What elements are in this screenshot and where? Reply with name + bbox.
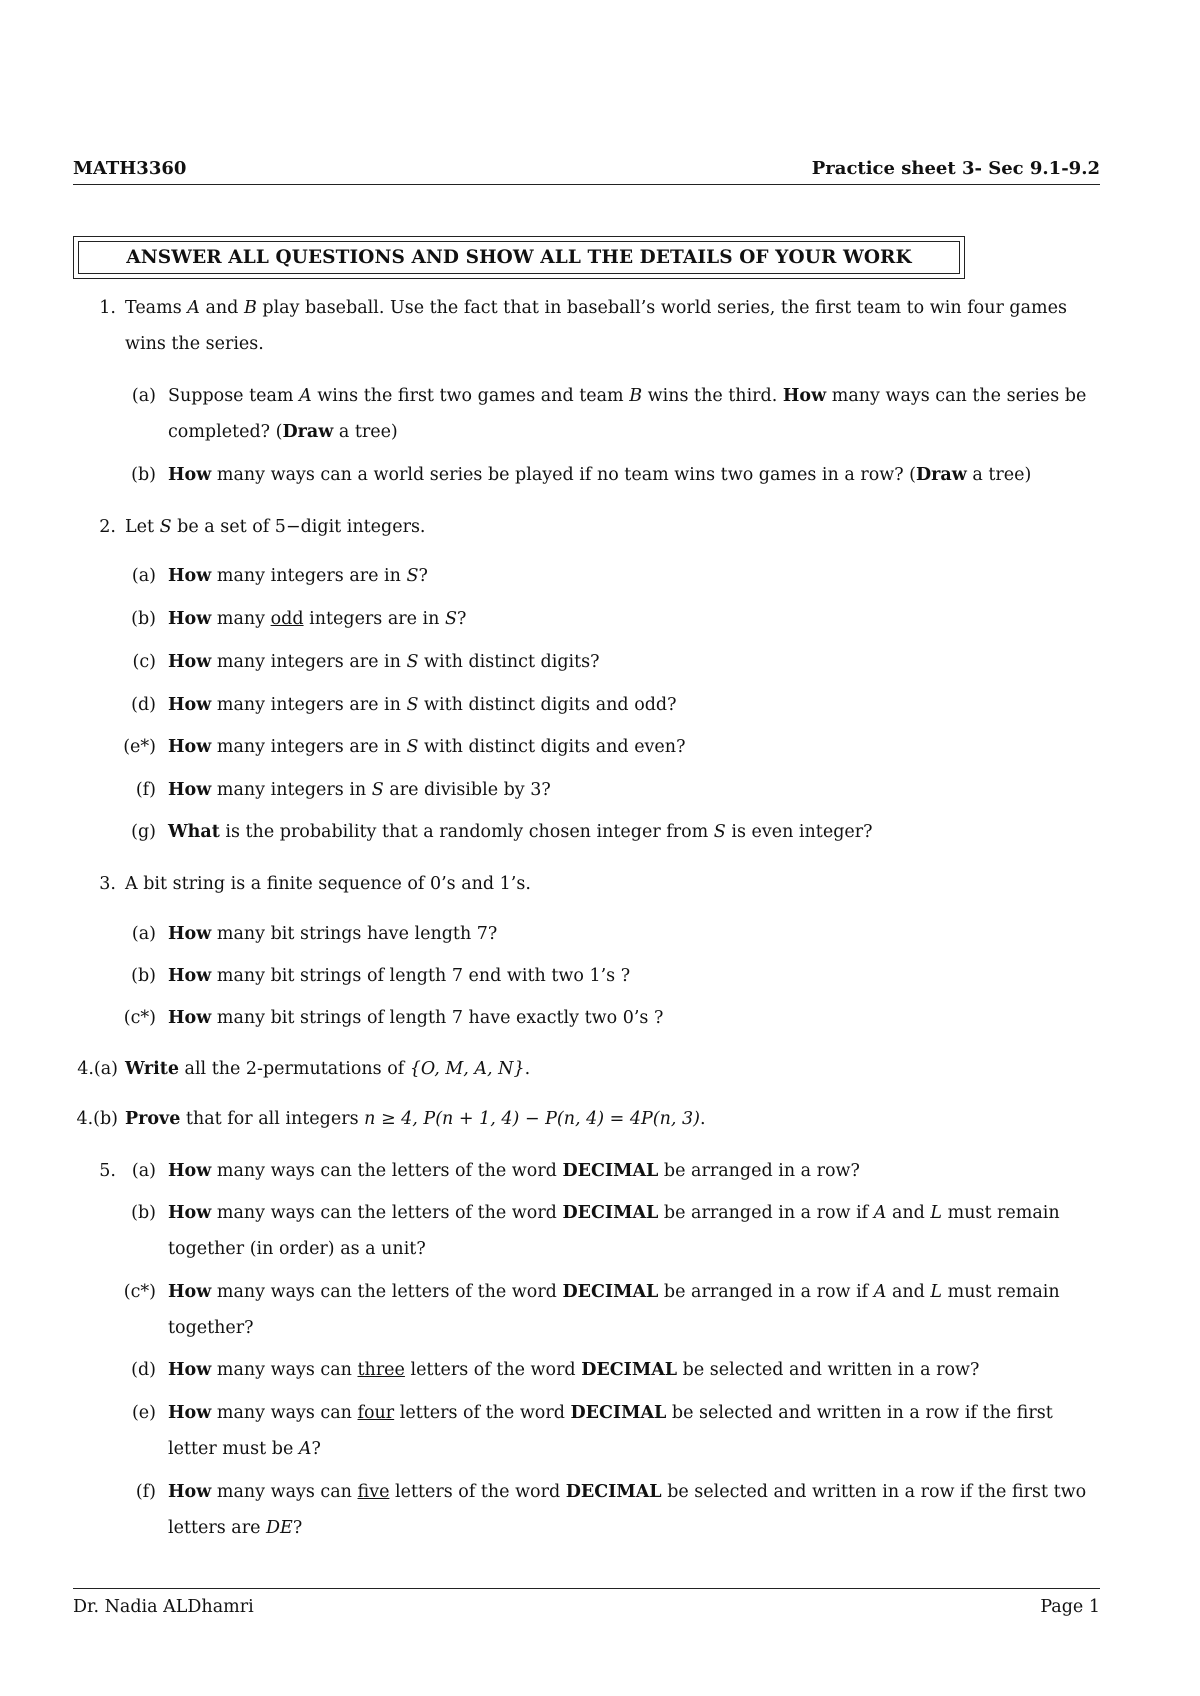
q5b-text: How many ways can the letters of the word DECIMAL be arranged in a row if A and L must remain (168, 1203, 1060, 1223)
q1a-label: (a) (131, 386, 156, 406)
q2a-label: (a) (131, 566, 156, 586)
q1-number: 1. (99, 298, 116, 318)
q2-text: Let S be a set of 5−digit integers. (125, 517, 426, 537)
q5c-text-cont: together? (168, 1318, 254, 1338)
q1a-text-cont: completed? (Draw a tree) (168, 422, 398, 442)
q2b-text: How many odd integers are in S? (168, 609, 467, 629)
q3c-text: How many bit strings of length 7 have exactly two 0’s ? (168, 1008, 664, 1028)
q1a-text: Suppose team A wins the first two games and team B wins the third. How many ways can the series be (168, 386, 1087, 406)
q2f-label: (f) (135, 780, 156, 800)
q3a-text: How many bit strings have length 7? (168, 924, 498, 944)
q5d-label: (d) (131, 1360, 156, 1380)
q2d-text: How many integers are in S with distinct digits and odd? (168, 695, 677, 715)
q4b-number: 4.(b) (76, 1109, 118, 1129)
q4b-text: Prove that for all integers n ≥ 4, P(n + 1, 4) − P(n, 4) = 4P(n, 3). (125, 1109, 706, 1129)
q5e-label: (e) (131, 1403, 156, 1423)
q2d-label: (d) (131, 695, 156, 715)
q5b-text-cont: together (in order) as a unit? (168, 1239, 426, 1259)
q2b-label: (b) (131, 609, 156, 629)
instructions-box (73, 236, 965, 279)
q1-text: Teams A and B play baseball. Use the fact that in baseball’s world series, the first team to win four games (125, 298, 1067, 318)
q2e-text: How many integers are in S with distinct digits and even? (168, 737, 686, 757)
q4a-number: 4.(a) (77, 1059, 118, 1079)
q2c-text: How many integers are in S with distinct digits? (168, 652, 600, 672)
q1b-text: How many ways can a world series be played if no team wins two games in a row? (Draw a tree) (168, 465, 1032, 485)
q5e-text-cont: letter must be A? (168, 1439, 321, 1459)
page-footer (73, 1588, 1100, 1617)
instructions-text: ANSWER ALL QUESTIONS AND SHOW ALL THE DETAILS OF YOUR WORK (78, 241, 960, 274)
q5f-text-cont: letters are DE? (168, 1518, 303, 1538)
q3-text: A bit string is a finite sequence of 0’s and 1’s. (125, 874, 531, 894)
q2c-label: (c) (132, 652, 156, 672)
q5-number: 5. (99, 1161, 116, 1181)
q2-number: 2. (99, 517, 116, 537)
q5b-label: (b) (131, 1203, 156, 1223)
author-name: Dr. Nadia ALDhamri (73, 1597, 254, 1617)
course-code: MATH3360 (73, 158, 187, 179)
q3b-label: (b) (131, 966, 156, 986)
q5a-label: (a) (131, 1161, 156, 1181)
q5c-text: How many ways can the letters of the word DECIMAL be arranged in a row if A and L must remain (168, 1282, 1060, 1302)
q3a-label: (a) (131, 924, 156, 944)
q2g-label: (g) (131, 822, 156, 842)
q3c-label: (c*) (123, 1008, 156, 1028)
q5a-text: How many ways can the letters of the word DECIMAL be arranged in a row? (168, 1161, 860, 1181)
q1b-label: (b) (131, 465, 156, 485)
page-header (73, 156, 1100, 185)
q1-text-cont: wins the series. (125, 334, 264, 354)
q3b-text: How many bit strings of length 7 end with two 1’s ? (168, 966, 631, 986)
q5f-text: How many ways can five letters of the word DECIMAL be selected and written in a row if the first two (168, 1482, 1087, 1502)
q2f-text: How many integers in S are divisible by 3? (168, 780, 551, 800)
q2g-text: What is the probability that a randomly chosen integer from S is even integer? (168, 822, 873, 842)
page-number: Page 1 (1040, 1597, 1100, 1617)
q5e-text: How many ways can four letters of the word DECIMAL be selected and written in a row if the first (168, 1403, 1053, 1423)
q5c-label: (c*) (123, 1282, 156, 1302)
q5f-label: (f) (135, 1482, 156, 1502)
q2e-label: (e*) (123, 737, 156, 757)
q4a-text: Write all the 2-permutations of {O, M, A, N}. (125, 1059, 531, 1079)
q2a-text: How many integers are in S? (168, 566, 428, 586)
q3-number: 3. (99, 874, 116, 894)
q5d-text: How many ways can three letters of the word DECIMAL be selected and written in a row? (168, 1360, 980, 1380)
sheet-title: Practice sheet 3- Sec 9.1-9.2 (811, 158, 1100, 179)
